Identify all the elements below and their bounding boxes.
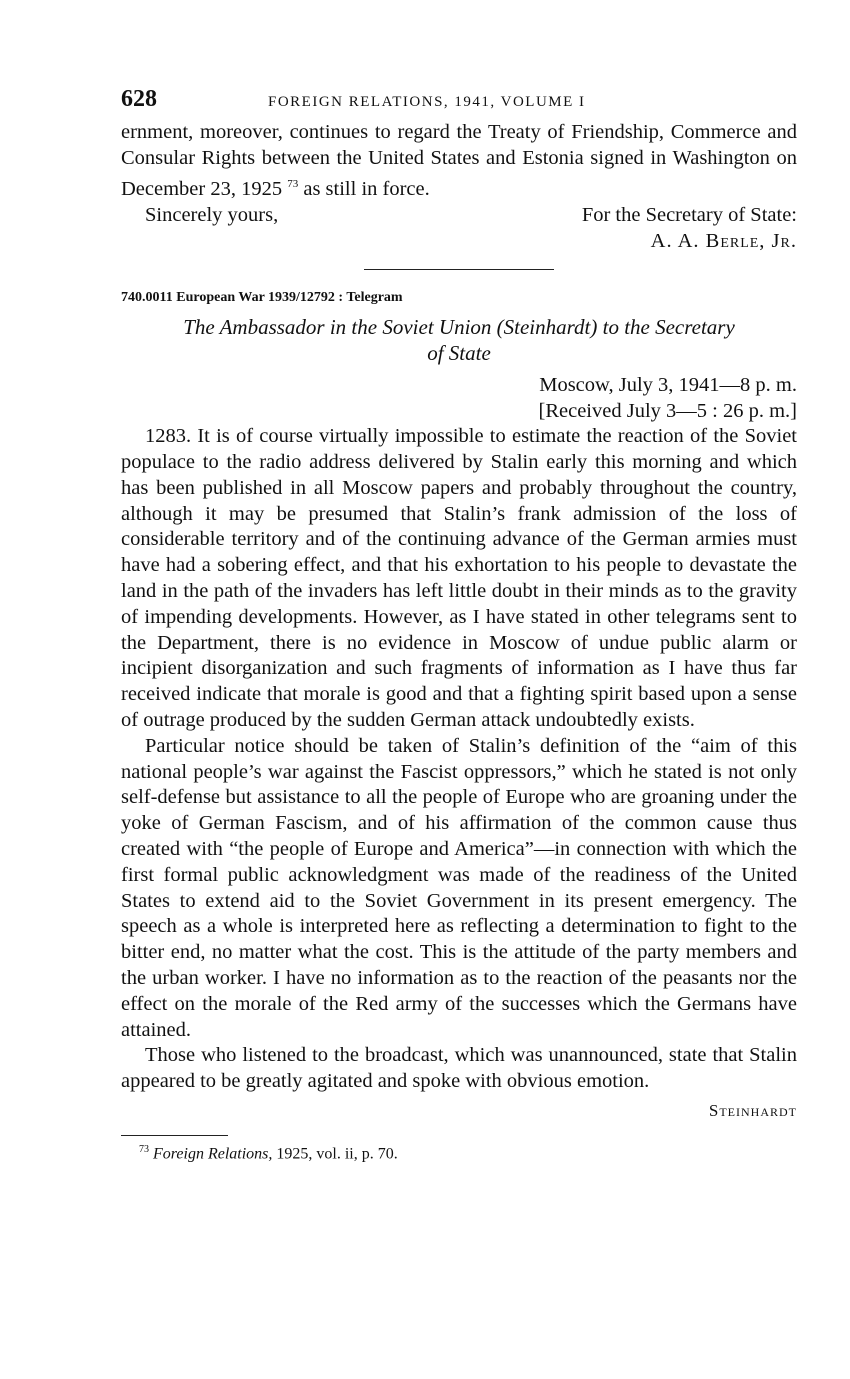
page-header bbox=[121, 86, 797, 120]
footnote-ref-73: 73 bbox=[287, 177, 299, 190]
dateline bbox=[121, 372, 797, 424]
closing-salutation: Sincerely yours, bbox=[145, 204, 279, 227]
footnote-rule bbox=[121, 1135, 228, 1136]
paragraph: Particular notice should be taken of Stalin’s definition of the “aim of this national people’s war against the Fascist oppressors,” which he stated is not only self-defense but assistance to all the people of Europe who are groaning under the yoke of German Fascism, and of his affirmation of the common cause thus created with “the people of Europe and America”—in connection with which the first formal public acknowledgment was made of the readiness of the United States to extend aid to the Soviet Government in its present emergency. The speech as a whole is interpreted here as reflecting a determination to fight to the bitter end, no matter what the cost. This is the attitude of the party members and the urban worker. I have no information as to the reaction of the peasants nor the effect on the morale of the Red army of the successes which the Germans have attained. bbox=[121, 734, 797, 1041]
dateline-sent: Moscow, July 3, 1941—8 p. m. bbox=[539, 374, 797, 397]
file-number: 740.0011 European War 1939/12792 : Telegram bbox=[121, 290, 403, 306]
telegram-body bbox=[121, 424, 797, 1095]
footnote-73: $^{73}$ Foreign Relations, 1925, vol. ii, p. 70. bbox=[139, 1143, 398, 1163]
previous-letter-ending bbox=[121, 120, 797, 202]
letter-signer: A. A. Berle, Jr. bbox=[650, 230, 797, 253]
section-divider bbox=[364, 269, 554, 270]
document-title: The Ambassador in the Soviet Union (Steinhardt) to the Secretary of State bbox=[183, 315, 735, 366]
dateline-received: [Received July 3—5 : 26 p. m.] bbox=[538, 400, 797, 423]
previous-letter-text: ernment, moreover, continues to regard the Treaty of Friendship, Commerce and Consular Rights between the United States and Estonia signed in Washington on December 23, 1925 $^{73}$ as still in force. bbox=[121, 121, 797, 200]
paragraph: 1283. It is of course virtually impossible to estimate the reaction of the Soviet populace to the radio address delivered by Stalin early this morning and which has been published in all Moscow papers and probably throughout the country, although it may be presumed that Stalin’s frank admission of the loss of considerable territory and of the continuing advance of the German armies must have had a sobering effect, and that his exhortation to his people to devastate the land in the path of the invaders has left little doubt in their minds as to the gravity of impending developments. However, as I have stated in other telegrams sent to the Department, there is no evidence in Moscow of undue public alarm or incipient disorganization and such fragments of information as I have thus far received indicate that morale is good and that a fighting spirit based upon a sense of outrage produced by the sudden German attack undoubtedly exists. bbox=[121, 425, 797, 731]
paragraph: Those who listened to the broadcast, which was unannounced, state that Stalin appeared to be greatly agitated and spoke with obvious emotion. bbox=[121, 1044, 797, 1093]
letter-closing bbox=[121, 202, 797, 228]
page-number: 628 bbox=[121, 86, 157, 112]
document-page bbox=[121, 86, 797, 1163]
for-secretary-line: For the Secretary of State: bbox=[581, 204, 797, 227]
running-head: FOREIGN RELATIONS, 1941, VOLUME I bbox=[268, 94, 586, 110]
telegram-signature: Steinhardt bbox=[708, 1100, 797, 1120]
